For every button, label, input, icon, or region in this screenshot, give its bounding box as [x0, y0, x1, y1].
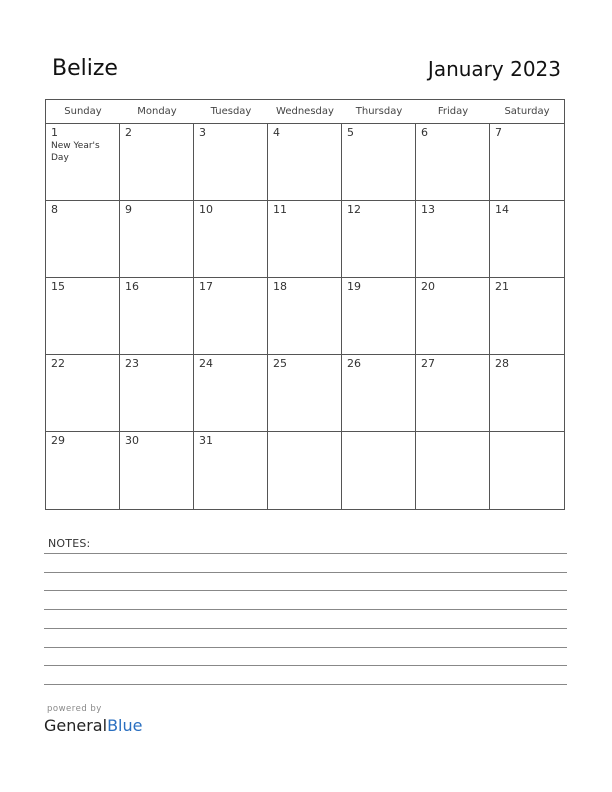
day-cell [194, 124, 268, 201]
weekday-tuesday: Tuesday [210, 106, 252, 117]
day-number: 22 [51, 357, 65, 370]
weekday-monday: Monday [137, 106, 177, 117]
day-cell [268, 278, 342, 355]
day-cell [268, 432, 342, 509]
day-cell [342, 278, 416, 355]
day-number: 6 [421, 126, 428, 139]
day-cell [268, 124, 342, 201]
day-number: 2 [125, 126, 132, 139]
note-line [44, 628, 567, 629]
day-number: 8 [51, 203, 58, 216]
day-cell [342, 355, 416, 432]
day-cells [46, 124, 564, 509]
day-number: 23 [125, 357, 139, 370]
day-number: 12 [347, 203, 361, 216]
day-cell [194, 355, 268, 432]
day-cell [268, 201, 342, 278]
day-cell [268, 355, 342, 432]
day-cell [490, 124, 564, 201]
day-cell [120, 124, 194, 201]
day-cell [416, 201, 490, 278]
weekday-thursday: Thursday [355, 106, 403, 117]
day-cell [490, 278, 564, 355]
brand-logo [44, 716, 142, 735]
day-number: 9 [125, 203, 132, 216]
day-number: 14 [495, 203, 509, 216]
note-line [44, 684, 567, 685]
day-number: 11 [273, 203, 287, 216]
note-line [44, 572, 567, 573]
day-number: 30 [125, 434, 139, 447]
note-line [44, 647, 567, 648]
day-cell [416, 355, 490, 432]
weekday-header [46, 100, 564, 124]
weekday-sunday: Sunday [64, 106, 102, 117]
day-number: 31 [199, 434, 213, 447]
note-line [44, 665, 567, 666]
day-cell [120, 355, 194, 432]
day-number: 10 [199, 203, 213, 216]
day-number: 29 [51, 434, 65, 447]
day-cell [46, 124, 120, 201]
day-cell [194, 201, 268, 278]
day-cell [194, 432, 268, 509]
day-number: 15 [51, 280, 65, 293]
day-cell [46, 201, 120, 278]
day-number: 27 [421, 357, 435, 370]
day-number: 21 [495, 280, 509, 293]
month-title: January 2023 [427, 57, 561, 81]
day-number: 7 [495, 126, 502, 139]
day-number: 25 [273, 357, 287, 370]
day-number: 19 [347, 280, 361, 293]
brand-general: General [44, 716, 108, 735]
day-cell [416, 278, 490, 355]
day-number: 4 [273, 126, 280, 139]
day-number: 20 [421, 280, 435, 293]
note-line [44, 590, 567, 591]
day-number: 3 [199, 126, 206, 139]
powered-by-text: powered by [47, 704, 102, 714]
weekday-wednesday: Wednesday [276, 106, 334, 117]
calendar-grid [45, 99, 565, 510]
day-cell [46, 355, 120, 432]
day-cell [342, 432, 416, 509]
day-number: 13 [421, 203, 435, 216]
day-cell [342, 124, 416, 201]
day-cell [46, 278, 120, 355]
day-cell [46, 432, 120, 509]
notes-label: NOTES: [48, 537, 91, 550]
day-cell [490, 355, 564, 432]
day-number: 28 [495, 357, 509, 370]
note-line [44, 609, 567, 610]
note-line [44, 553, 567, 554]
holiday-label: New Year's Day [51, 141, 100, 163]
country-title: Belize [52, 56, 118, 81]
day-cell [194, 278, 268, 355]
day-number: 24 [199, 357, 213, 370]
day-cell [416, 432, 490, 509]
day-number: 1 [51, 126, 58, 139]
day-number: 26 [347, 357, 361, 370]
day-cell [120, 432, 194, 509]
weekday-saturday: Saturday [504, 106, 550, 117]
day-cell [490, 432, 564, 509]
weekday-friday: Friday [437, 106, 469, 117]
day-cell [120, 201, 194, 278]
day-number: 17 [199, 280, 213, 293]
day-cell [416, 124, 490, 201]
brand-blue: Blue [107, 716, 143, 735]
day-number: 5 [347, 126, 354, 139]
day-cell [490, 201, 564, 278]
day-number: 16 [125, 280, 139, 293]
day-cell [120, 278, 194, 355]
day-cell [342, 201, 416, 278]
day-number: 18 [273, 280, 287, 293]
